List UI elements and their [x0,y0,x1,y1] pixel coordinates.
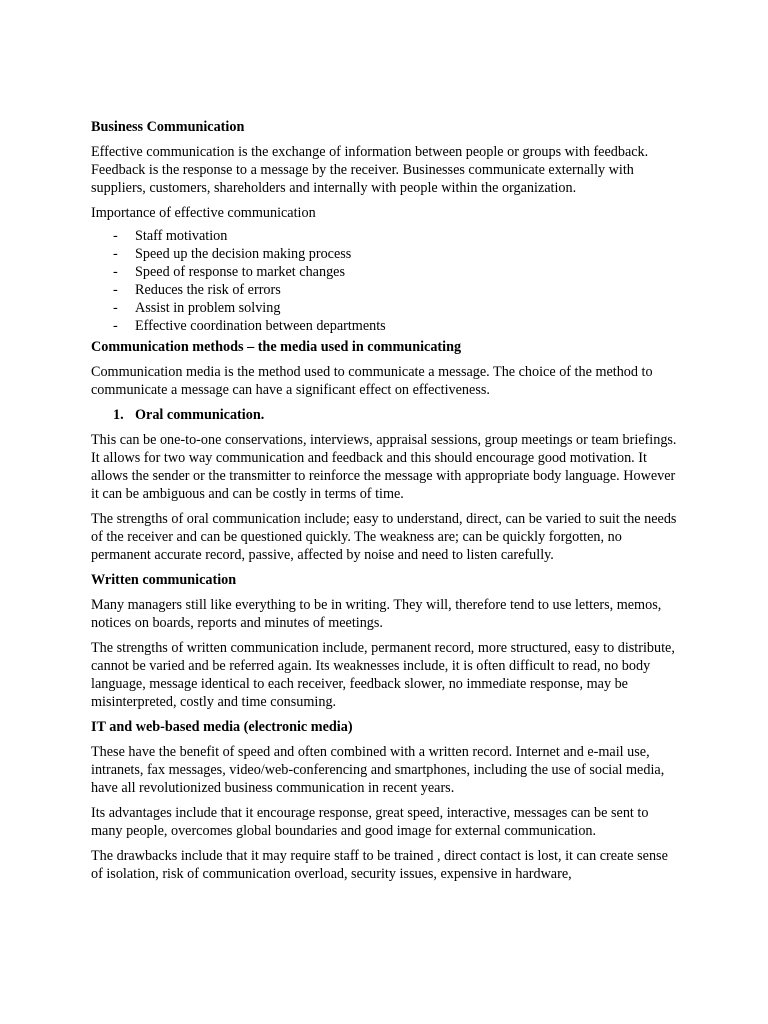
list-item-text: Effective coordination between departments [135,318,386,334]
list-item [91,227,681,245]
list-item [91,281,681,299]
dash-marker: - [113,282,118,298]
list-item-text: Staff motivation [135,228,228,244]
list-item [91,263,681,281]
electronic-media-heading: IT and web-based media (electronic media) [91,719,353,735]
intro-paragraph: Effective communication is the exchange of information between people or groups with feedback. Feedback is the response to a message by the receiver. Businesses communicate externally with suppliers, customers, shareholders and internally with people within the organization. [91,144,649,196]
section-heading-text: Oral communication. [135,407,265,423]
section-number: 1. [113,407,124,423]
document-page [91,118,681,890]
list-item [91,245,681,263]
electronic-paragraph-1: These have the benefit of speed and often combined with a written record. Internet and e-mail use, intranets, fax messages, video/web-conferencing and smartphones, including the use of social media, have all revolutionized business communication in recent years. [91,744,665,796]
importance-heading: Importance of effective communication [91,205,316,221]
list-item-text: Assist in problem solving [135,300,281,316]
written-paragraph-2: The strengths of written communication include, permanent record, more structured, easy to distribute, cannot be varied and be referred again. Its weaknesses include, it is often difficult to read, no body language, message identical to each receiver, feedback slower, no immediate response, may be misinterpreted, costly and time consuming. [91,640,675,710]
list-item [91,317,681,335]
list-item [91,299,681,317]
dash-marker: - [113,264,118,280]
methods-intro-paragraph: Communication media is the method used to communicate a message. The choice of the method to communicate a message can have a significant effect on effectiveness. [91,364,653,398]
document-title: Business Communication [91,119,245,135]
oral-communication-heading [91,406,681,424]
methods-heading: Communication methods – the media used in communicating [91,339,462,355]
dash-marker: - [113,228,118,244]
written-paragraph-1: Many managers still like everything to be in writing. They will, therefore tend to use letters, memos, notices on boards, reports and minutes of meetings. [91,597,662,631]
oral-paragraph-2: The strengths of oral communication include; easy to understand, direct, can be varied to suit the needs of the receiver and can be questioned quickly. The weakness are; can be quickly forgotten, no permanent accurate record, passive, affected by noise and need to listen carefully. [91,511,677,563]
dash-marker: - [113,318,118,334]
list-item-text: Speed of response to market changes [135,264,345,280]
oral-paragraph-1: This can be one-to-one conservations, interviews, appraisal sessions, group meetings or team briefings. It allows for two way communication and feedback and this should encourage good motivation. It allows the sender or the transmitter to reinforce the message with appropriate body language. However it can be ambiguous and can be costly in terms of time. [91,432,677,502]
electronic-paragraph-3: The drawbacks include that it may require staff to be trained , direct contact is lost, it can create sense of isolation, risk of communication overload, security issues, expensive in hardware, [91,848,668,882]
written-communication-heading: Written communication [91,572,237,588]
dash-marker: - [113,246,118,262]
list-item-text: Reduces the risk of errors [135,282,281,298]
importance-list [91,227,681,335]
dash-marker: - [113,300,118,316]
electronic-paragraph-2: Its advantages include that it encourage response, great speed, interactive, messages can be sent to many people, overcomes global boundaries and good image for external communication. [91,805,649,839]
list-item-text: Speed up the decision making process [135,246,352,262]
